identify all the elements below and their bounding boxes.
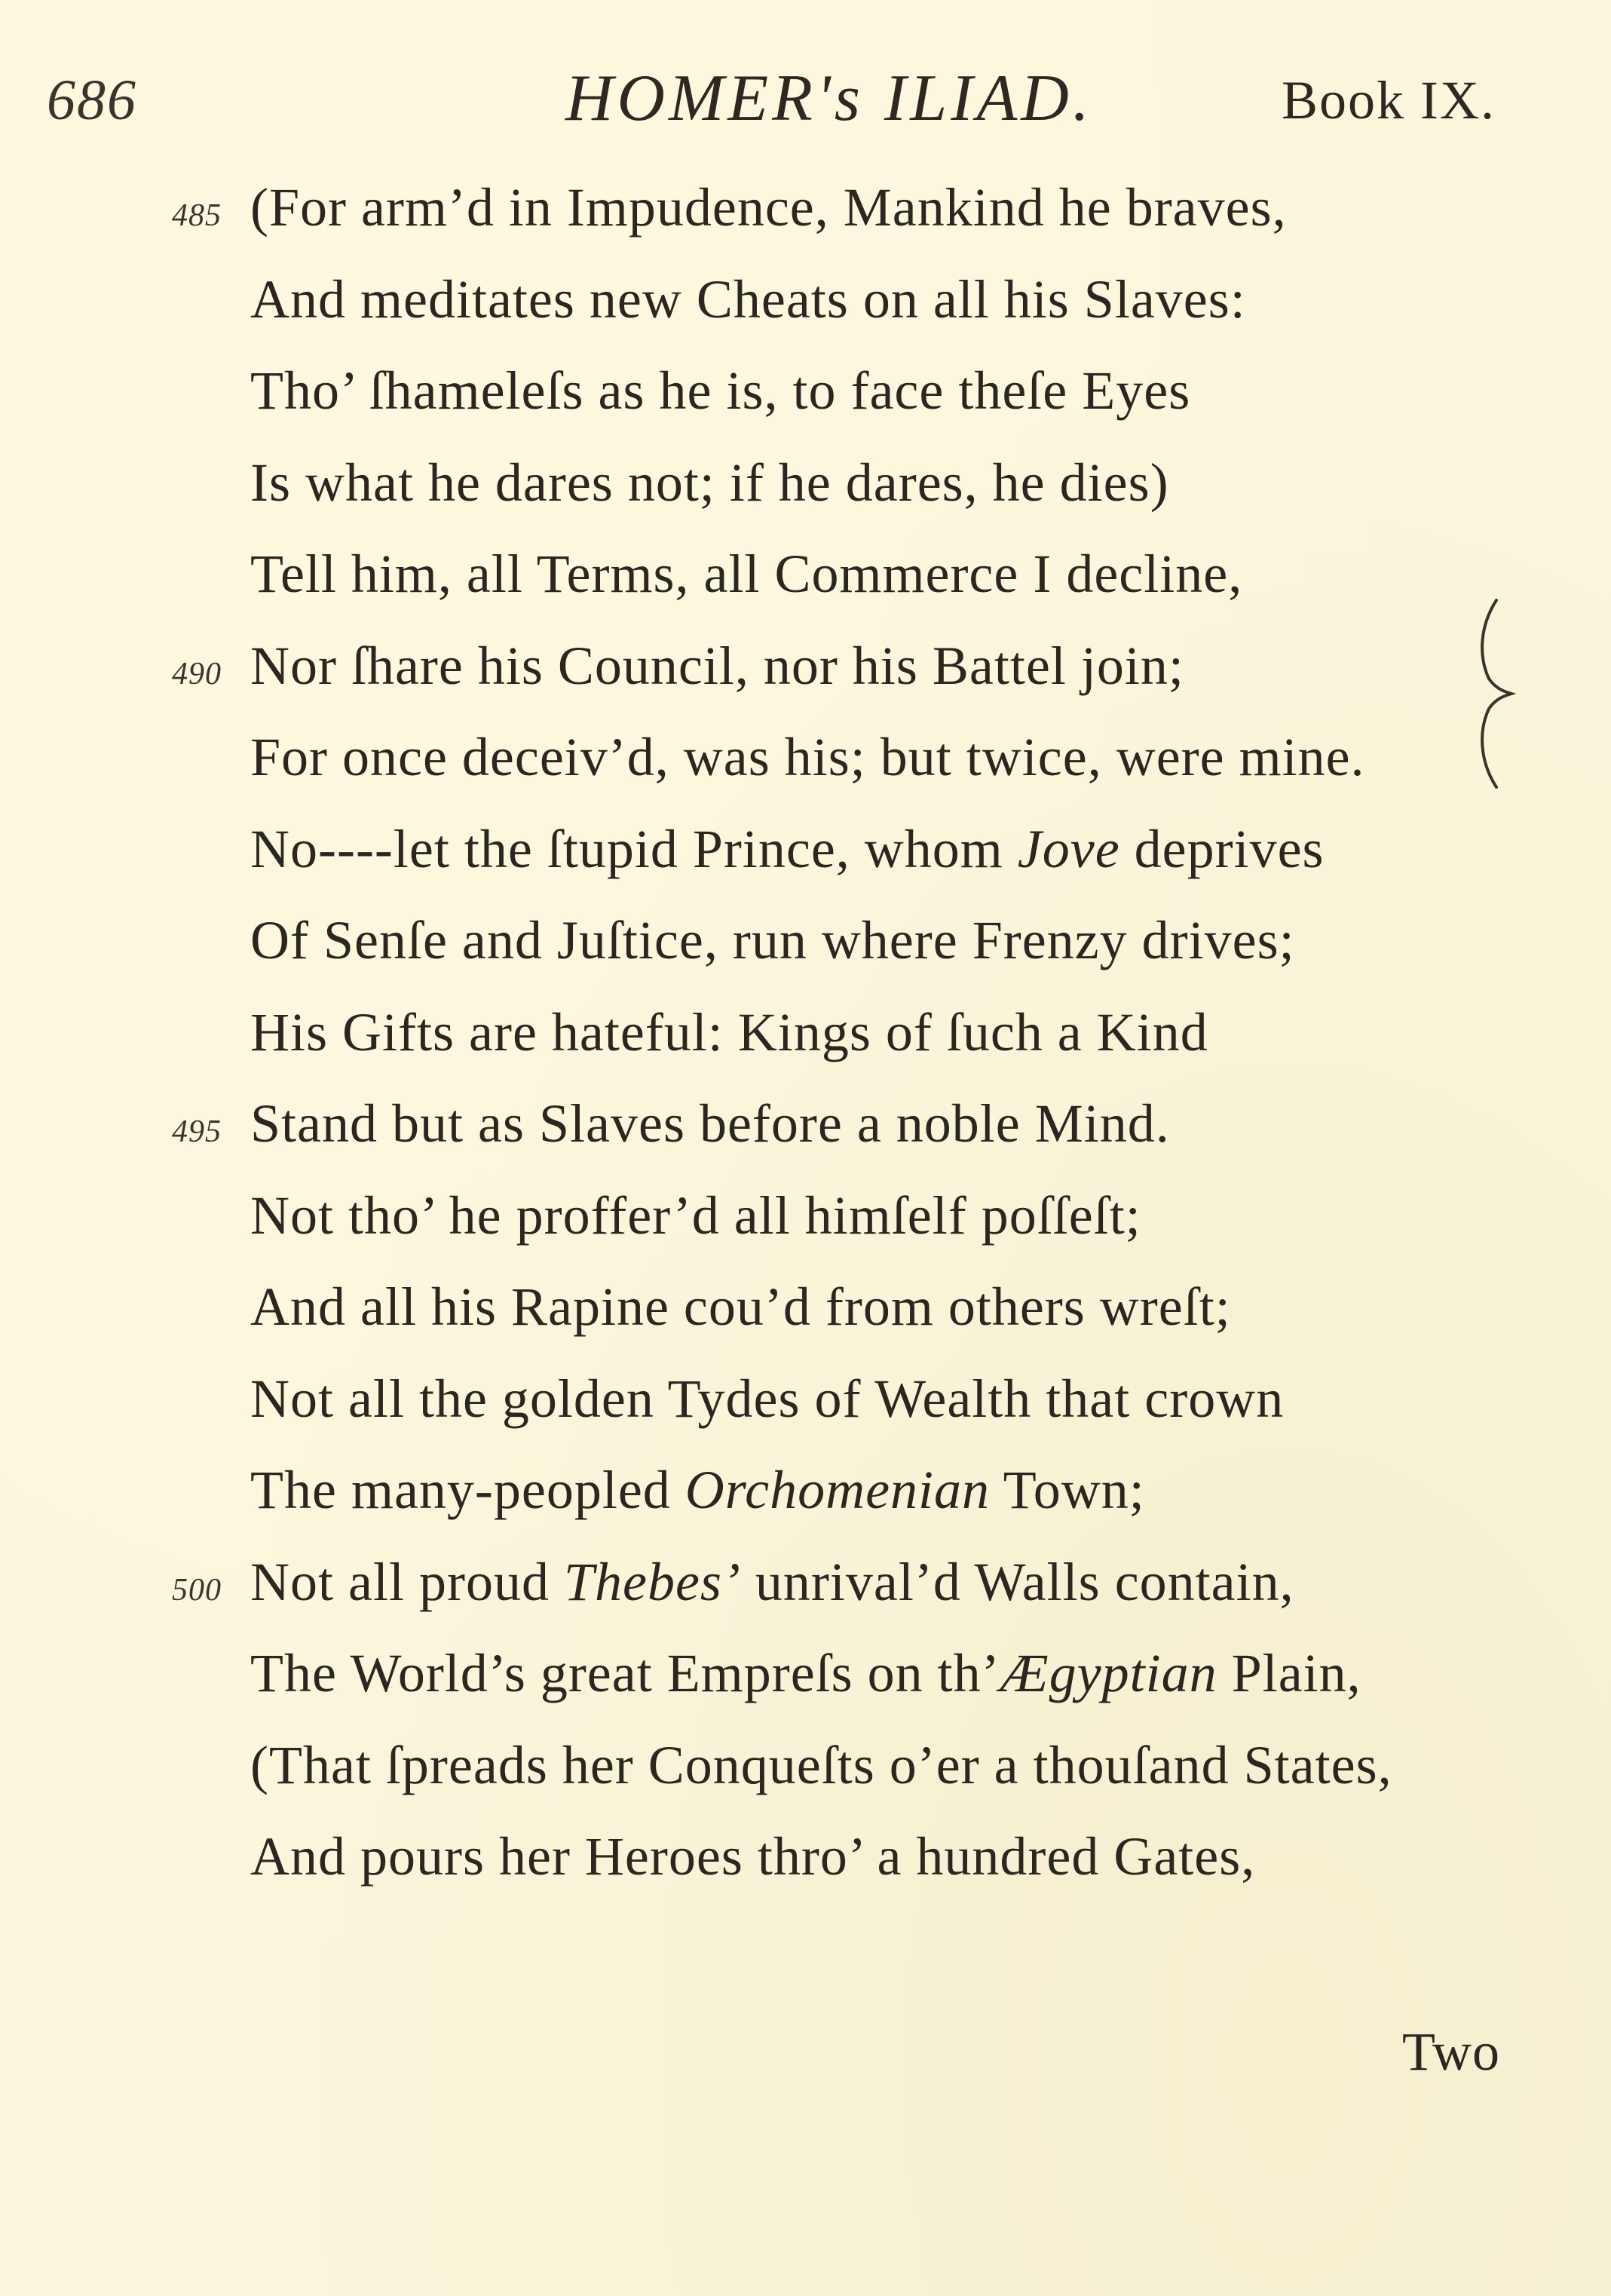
- verse-text-roman-tail: Plain,: [1217, 1643, 1361, 1703]
- verse-line: [0, 1641, 1611, 1733]
- line-number: 495: [172, 1114, 222, 1149]
- verse-line: [0, 1366, 1611, 1458]
- verse-line: [0, 450, 1611, 542]
- verse-line: [0, 1274, 1611, 1366]
- verse-line: [0, 1733, 1611, 1825]
- verse-line: [0, 1824, 1611, 1916]
- verse-text-italic: Thebes’: [563, 1551, 741, 1612]
- verse-text: [250, 450, 1169, 515]
- verse-text-roman-tail: Town;: [990, 1460, 1145, 1520]
- verse-text-roman: The World’s great Empreſs on th’: [250, 1643, 1000, 1703]
- verse-text-italic: Jove: [1017, 818, 1120, 879]
- verse-text: [250, 1091, 1170, 1156]
- verse-text: [250, 1274, 1231, 1339]
- verse-text-roman: Nor ſhare his Council, nor his Battel join;: [250, 635, 1184, 696]
- verse-line: [0, 1091, 1611, 1183]
- verse-text-roman: (For arm’d in Impudence, Mankind he braves,: [250, 177, 1287, 238]
- line-number: 490: [172, 656, 222, 691]
- verse-text-roman: And pours her Heroes thro’ a hundred Gates,: [250, 1826, 1256, 1887]
- verse-text: [250, 1550, 1294, 1614]
- verse-text-italic: Orchomenian: [685, 1460, 991, 1520]
- verse-text: [250, 1000, 1208, 1065]
- verse-text-roman: His Gifts are hateful: Kings of ſuch a Kind: [250, 1001, 1208, 1062]
- verse-text-roman-tail: deprives: [1119, 818, 1325, 879]
- verse-text-roman: (That ſpreads her Conqueſts o’er a thouſand States,: [250, 1734, 1392, 1795]
- verse-text-roman: Stand but as Slaves before a noble Mind.: [250, 1093, 1170, 1154]
- verse-line: [0, 358, 1611, 450]
- verse-line: [0, 725, 1611, 817]
- verse-text-roman: And meditates new Cheats on all his Slaves:: [250, 268, 1246, 330]
- page-header: [0, 60, 1611, 143]
- verse-block: [0, 175, 1611, 1916]
- verse-text: [250, 1824, 1255, 1889]
- verse-line: [0, 817, 1611, 909]
- verse-text: [250, 1183, 1141, 1248]
- catchword: Two: [1402, 2022, 1500, 2082]
- verse-text-roman-tail: unrival’d Walls contain,: [740, 1551, 1294, 1612]
- verse-text: [250, 1733, 1392, 1798]
- verse-text: [250, 633, 1184, 698]
- verse-text-roman: Tell him, all Terms, all Commerce I decline,: [250, 544, 1243, 604]
- book-label: Book IX.: [1282, 70, 1496, 130]
- verse-text-roman: Of Senſe and Juſtice, run where Frenzy drives;: [250, 910, 1295, 970]
- verse-text-roman: Tho’ ſhameleſs as he is, to face theſe Eyes: [250, 360, 1191, 421]
- page-number: 686: [47, 69, 137, 132]
- verse-text: [250, 1458, 1145, 1522]
- verse-text-italic: Ægyptian: [1000, 1643, 1217, 1703]
- verse-text: [250, 541, 1242, 606]
- verse-line: [0, 1458, 1611, 1550]
- verse-line: [0, 541, 1611, 633]
- verse-line: [0, 908, 1611, 1000]
- verse-text-roman: Is what he dares not; if he dares, he dies): [250, 452, 1169, 513]
- verse-text-roman: And all his Rapine cou’d from others wreſt;: [250, 1277, 1231, 1337]
- verse-text: [250, 908, 1295, 973]
- verse-line: [0, 1550, 1611, 1642]
- verse-text-roman: No----let the ſtupid Prince, whom: [250, 818, 1018, 879]
- verse-text: [250, 725, 1365, 789]
- triplet-brace-icon: [1474, 596, 1519, 792]
- verse-line: [0, 633, 1611, 725]
- verse-line: [0, 1183, 1611, 1275]
- verse-line: [0, 267, 1611, 359]
- verse-text-roman: Not all proud: [250, 1551, 564, 1612]
- verse-text: [250, 817, 1325, 881]
- line-number: 485: [172, 198, 222, 233]
- verse-text: [250, 267, 1246, 332]
- verse-line: [0, 175, 1611, 267]
- verse-text: [250, 1641, 1361, 1706]
- running-title: HOMER's ILIAD.: [565, 62, 1093, 135]
- verse-text: [250, 175, 1287, 240]
- verse-text: [250, 358, 1190, 423]
- verse-text-roman: Not tho’ he proffer’d all himſelf poſſeſt;: [250, 1185, 1141, 1246]
- verse-line: [0, 1000, 1611, 1092]
- verse-text-roman: For once deceiv’d, was his; but twice, were mine.: [250, 727, 1365, 787]
- verse-text-roman: Not all the golden Tydes of Wealth that crown: [250, 1368, 1285, 1429]
- verse-text-roman: The many-peopled: [250, 1460, 685, 1520]
- line-number: 500: [172, 1572, 222, 1608]
- verse-text: [250, 1366, 1284, 1431]
